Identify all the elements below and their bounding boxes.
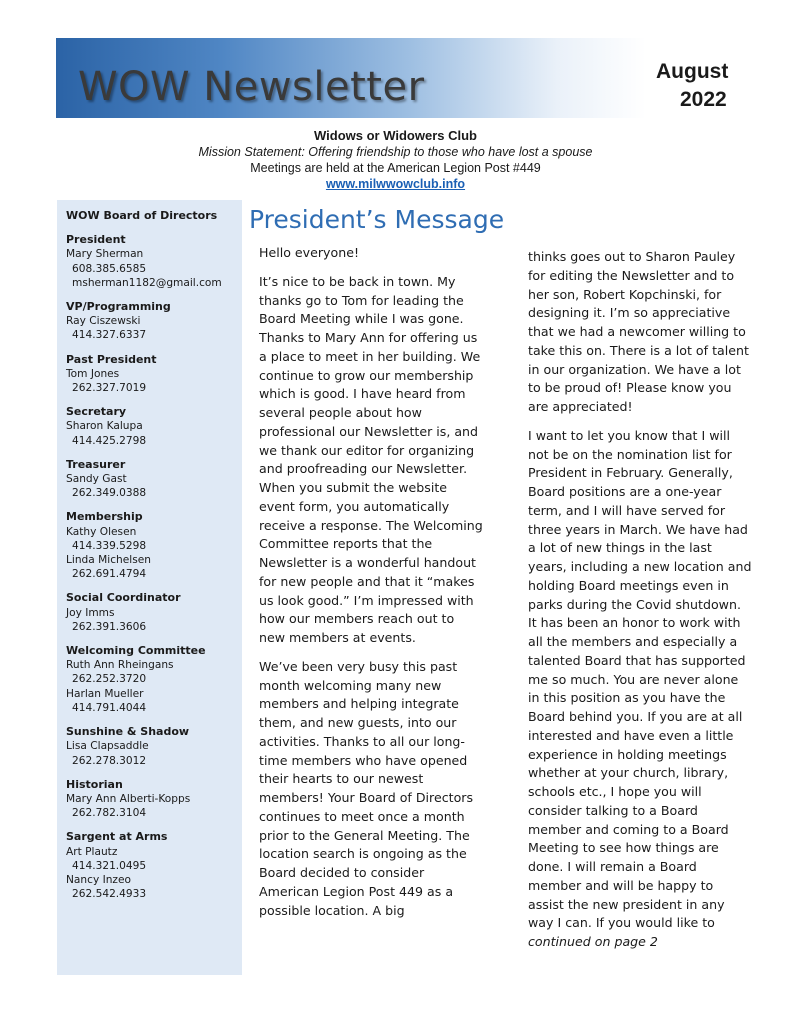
message-column-right: [528, 248, 752, 962]
club-info: [0, 128, 791, 192]
contact-detail: 414.327.6337: [72, 329, 147, 342]
role-title: Membership: [66, 510, 143, 524]
board-role: [66, 233, 242, 290]
website-link[interactable]: www.milwwowclub.info: [325, 177, 466, 191]
issue-month: August: [656, 60, 729, 83]
member-name: Kathy Olesen: [66, 525, 137, 538]
message-paragraph: thinks goes out to Sharon Pauley for editing the Newsletter and to her son, Robert Kopchinski, for designing it. I’m so appreciative that we had a newcomer willing to take this on. There is a lot of talent in our organization. We have a lot to be proud of! Please know you are appreciated!: [528, 249, 749, 414]
contact-detail: 414.321.0495: [72, 859, 147, 872]
message-paragraph: We’ve been very busy this past month welcoming many new members and helping integrate them, and new guests, into our activities. Thanks to all our long-time members who have opened their hearts to our newest members! Your Board of Directors continues to meet once a month prior to the General Meeting. The location search is ongoing as the Board decided to consider American Legion Post 449 as a possible location. A big: [259, 658, 474, 918]
mission-statement: Mission Statement: Offering friendship to those who have lost a spouse: [198, 145, 593, 159]
board-role: [66, 725, 242, 768]
message-paragraph-text: I want to let you know that I will not be on the nomination list for President in February. Generally, Board positions are a one-year term, and I will have served for three years in March. We have had a lot of new things in the last years, including a new location and holding Board meetings even in parks during the Covid shutdown. It has been an honor to work with all the members and especially a talented Board that has supported me so much. You are never alone in this position as you have the Board behind you. If you are at all interested and have even a little experience in holding meetings whether at your church, library, schools etc., I hope you will consider talking to a Board member and coming to a Board Meeting to see how things are done. I will remain a Board member and will be happy to assist the new president in any way I can. If you would like to: [528, 427, 752, 931]
contact-detail: 262.252.3720: [72, 673, 147, 686]
contact-detail: msherman1182@gmail.com: [72, 276, 222, 289]
role-title: Historian: [66, 777, 123, 791]
board-role: [66, 458, 242, 501]
role-title: Past President: [66, 352, 157, 366]
board-role: [66, 591, 242, 634]
member-name: Mary Ann Alberti-Kopps: [66, 792, 191, 805]
member-name: Nancy Inzeo: [66, 873, 131, 886]
contact-detail: 262.782.3104: [72, 807, 147, 820]
issue-year: 2022: [680, 88, 727, 111]
club-name: Widows or Widowers Club: [314, 128, 477, 143]
newsletter-title: WOW Newsletter: [78, 64, 425, 110]
role-title: Social Coordinator: [66, 591, 181, 605]
board-role: [66, 830, 242, 901]
board-role: [66, 353, 242, 396]
board-roles: [66, 233, 242, 901]
board-role: [66, 405, 242, 448]
member-name: Mary Sherman: [66, 248, 144, 261]
role-title: Sargent at Arms: [66, 830, 168, 844]
board-role: [66, 778, 242, 821]
member-name: Joy Imms: [66, 606, 115, 619]
contact-detail: 262.278.3012: [72, 754, 147, 767]
continued-note: continued on page 2: [528, 934, 658, 949]
message-paragraph: [528, 427, 752, 952]
member-name: Sharon Kalupa: [66, 420, 143, 433]
board-role: [66, 300, 242, 343]
member-name: Tom Jones: [66, 367, 120, 380]
contact-detail: 608.385.6585: [72, 262, 147, 275]
contact-detail: 262.327.7019: [72, 382, 147, 395]
section-heading: President’s Message: [249, 205, 505, 234]
message-paragraph: It’s nice to be back in town. My thanks go to Tom for leading the Board Meeting while I was gone. Thanks to Mary Ann for offering us a place to meet in her building. We continue to grow our membership which is good. I have heard from several people about how professional our Newsletter is, and we thank our editor for organizing and proofreading our Newsletter. When you submit the website event form, you automatically receive a response. The Welcoming Committee reports that the Newsletter is a wonderful handout for new people and that it “makes us look good.” I’m impressed with how our members reach out to new members at events.: [259, 273, 483, 645]
member-name: Ruth Ann Rheingans: [66, 659, 174, 672]
member-name: Ray Ciszewski: [66, 315, 141, 328]
contact-detail: 262.691.4794: [72, 568, 147, 581]
member-name: Linda Michelsen: [66, 554, 151, 567]
role-title: President: [66, 233, 126, 247]
role-title: Sunshine & Shadow: [66, 725, 190, 739]
message-paragraph: Hello everyone!: [259, 245, 359, 260]
member-name: Sandy Gast: [66, 473, 127, 486]
member-name: Art Plautz: [66, 845, 118, 858]
board-sidebar: [57, 200, 242, 975]
contact-detail: 414.425.2798: [72, 434, 147, 447]
member-name: Harlan Mueller: [66, 687, 144, 700]
board-title: WOW Board of Directors: [66, 209, 218, 222]
role-title: Welcoming Committee: [66, 644, 206, 658]
role-title: Treasurer: [66, 457, 126, 471]
contact-detail: 262.542.4933: [72, 888, 147, 901]
board-role: [66, 510, 242, 581]
role-title: Secretary: [66, 405, 127, 419]
role-title: VP/Programming: [66, 300, 171, 314]
member-name: Lisa Clapsaddle: [66, 740, 149, 753]
board-role: [66, 644, 242, 715]
contact-detail: 414.791.4044: [72, 701, 147, 714]
message-column-left: [259, 244, 483, 930]
contact-detail: 262.349.0388: [72, 487, 147, 500]
contact-detail: 414.339.5298: [72, 539, 147, 552]
contact-detail: 262.391.3606: [72, 620, 147, 633]
meeting-location: Meetings are held at the American Legion Post #449: [250, 161, 541, 175]
